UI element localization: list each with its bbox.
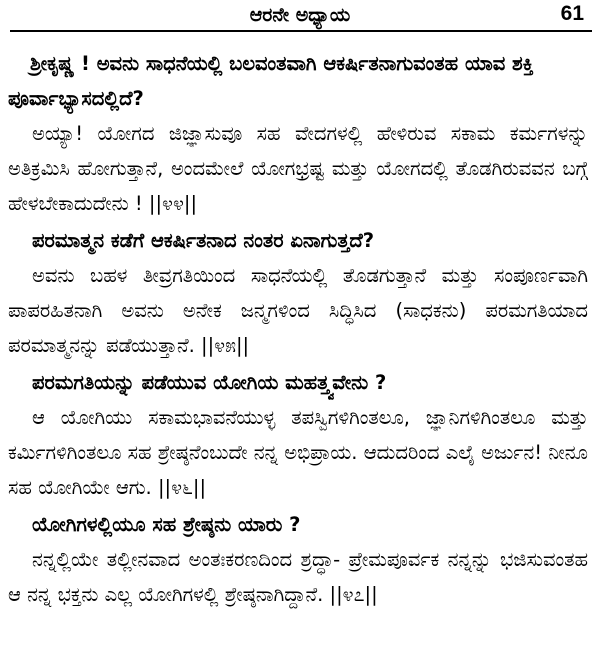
question-1: ಶ್ರೀಕೃಷ್ಣ ! ಅವನು ಸಾಧನೆಯಲ್ಲಿ ಬಲವಂತವಾಗಿ ಆಕರ್ಷಿತನಾಗುವಂತಹ ಯಾವ ಶಕ್ತಿ ಪೂರ್ವಾಭ್ಯಾಸದಲ್ಲಿದೆ? [8, 52, 534, 110]
answer-3: ಆ ಯೋಗಿಯು ಸಕಾಮಭಾವನೆಯುಳ್ಳ ತಪಸ್ವಿಗಳಿಗಿಂತಲೂ, ಜ್ಞಾನಿಗಳಿಗಿಂತಲೂ ಮತ್ತು ಕರ್ಮಿಗಳಿಗಿಂತಲೂ ಸಹ ಶ್ರೇಷ್ಠನೆಂಬುದೇ ನನ್ನ ಅಭಿಪ್ರಾಯ. ಆದುದರಿಂದ ಎಲೈ ಅರ್ಜುನ! ನೀನೂ ಸಹ ಯೋಗಿಯೇ ಆಗು. ||೪೬|| [8, 406, 588, 499]
answer-4: ನನ್ನಲ್ಲಿಯೇ ತಲ್ಲೀನವಾದ ಅಂತಃಕರಣದಿಂದ ಶ್ರದ್ಧಾ- ಪ್ರೇಮಪೂರ್ವಕ ನನ್ನನ್ನು ಭಜಿಸುವಂತಹ ಆ ನನ್ನ ಭಕ್ತನು ಎಲ್ಲ ಯೋಗಿಗಳಲ್ಲಿ ಶ್ರೇಷ್ಠನಾಗಿದ್ದಾನೆ. ||೪೭|| [8, 548, 588, 606]
question-4: ಯೋಗಿಗಳಲ್ಲಿಯೂ ಸಹ ಶ್ರೇಷ್ಠನು ಯಾರು ? [32, 513, 301, 536]
answer-2: ಅವನು ಬಹಳ ತೀವ್ರಗತಿಯಿಂದ ಸಾಧನೆಯಲ್ಲಿ ತೊಡಗುತ್ತಾನೆ ಮತ್ತು ಸಂಪೂರ್ಣವಾಗಿ ಪಾಪರಹಿತನಾಗಿ ಅವನು ಅನೇಕ ಜನ್ಮಗಳಿಂದ ಸಿದ್ಧಿಸಿದ (ಸಾಧಕನು) ಪರಮಗತಿಯಾದ ಪರಮಾತ್ಮನನ್ನು ಪಡೆಯುತ್ತಾನೆ. ||೪೫|| [8, 264, 588, 357]
page-content [8, 46, 588, 614]
header-rule [10, 30, 592, 32]
qa-block-2 [8, 223, 588, 363]
page-number: 61 [560, 2, 584, 25]
answer-1: ಅಯ್ಯಾ! ಯೋಗದ ಜಿಜ್ಞಾಸುವೂ ಸಹ ವೇದಗಳಲ್ಲಿ ಹೇಳಿರುವ ಸಕಾಮ ಕರ್ಮಗಳನ್ನು ಅತಿಕ್ರಮಿಸಿ ಹೋಗುತ್ತಾನೆ, ಅಂದಮೇಲೆ ಯೋಗಭ್ರಷ್ಟ ಮತ್ತು ಯೋಗದಲ್ಲಿ ತೊಡಗಿರುವವನ ಬಗ್ಗೆ ಹೇಳಬೇಕಾದುದೇನು ! ||೪೪|| [8, 122, 588, 215]
question-3: ಪರಮಗತಿಯನ್ನು ಪಡೆಯುವ ಯೋಗಿಯ ಮಹತ್ತ್ವವೇನು ? [32, 371, 387, 394]
qa-block-1 [8, 46, 588, 221]
running-title: ಆರನೇ ಅಧ್ಯಾಯ [249, 4, 351, 26]
qa-block-4 [8, 507, 588, 612]
question-2: ಪರಮಾತ್ಮನ ಕಡೆಗೆ ಆಕರ್ಷಿತನಾದ ನಂತರ ಏನಾಗುತ್ತದೆ? [32, 229, 375, 252]
qa-block-3 [8, 365, 588, 505]
page-header [0, 0, 600, 30]
